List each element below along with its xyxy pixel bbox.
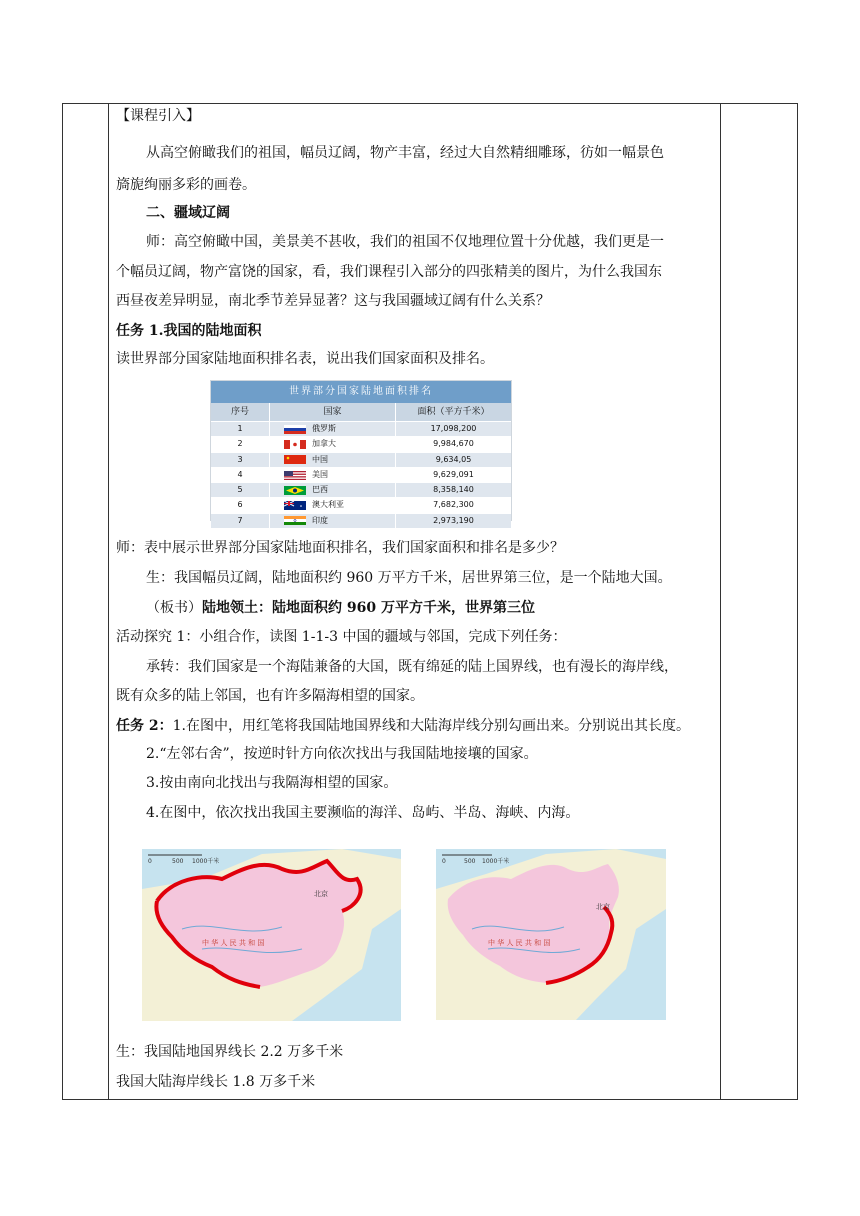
rank-cell: 6	[237, 500, 243, 510]
country-cell	[269, 468, 395, 482]
china-flag-icon	[284, 455, 306, 464]
teacher-line-2: 个幅员辽阔，物产富饶的国家，看，我们课程引入部分的四张精美的图片，为什么我国东	[116, 264, 662, 280]
table-row	[211, 482, 511, 497]
board-text: 陆地领土：陆地面积约 960 万平方千米，世界第三位	[202, 600, 535, 616]
board-note	[146, 599, 535, 617]
country-cell	[269, 514, 395, 528]
country-label: 中 华 人 民 共 和 国	[202, 939, 265, 947]
country-cell	[269, 422, 395, 436]
rank-cell: 3	[237, 454, 243, 464]
capital-label: 北京	[314, 890, 328, 898]
table-row	[211, 467, 511, 482]
scale-mid: 500	[172, 858, 184, 865]
country-name: 加拿大	[312, 439, 336, 449]
area-cell: 17,098,200	[395, 422, 511, 436]
coastline-map	[436, 849, 666, 1020]
area-cell: 2,973,190	[395, 514, 511, 528]
country-name: 美国	[312, 469, 328, 479]
table-row	[211, 421, 511, 436]
table-row	[211, 436, 511, 451]
scale-zero: 0	[148, 858, 152, 865]
task2-item-1	[116, 717, 690, 735]
task2-label: 任务 2：	[116, 718, 173, 734]
coastline-map-svg	[436, 849, 666, 1020]
student-answer: 生：我国幅员辽阔，陆地面积约 960 万平方千米，居世界第三位，是一个陆地大国。	[146, 570, 672, 586]
task1-text: 读世界部分国家陆地面积排名表，说出我们国家面积及排名。	[116, 351, 494, 367]
teacher-question: 师：表中展示世界部分国家陆地面积排名，我们国家面积和排名是多少？	[116, 540, 564, 556]
country-name: 巴西	[312, 485, 328, 495]
country-cell	[269, 437, 395, 451]
area-cell: 8,358,140	[395, 483, 511, 497]
header-area: 面积（平方千米）	[395, 403, 511, 421]
transition-line-2: 既有众多的陆上邻国，也有许多隔海相望的国家。	[116, 688, 424, 704]
rank-cell: 1	[237, 424, 243, 433]
intro-line-2: 旖旎绚丽多彩的画卷。	[116, 177, 256, 193]
column-divider-left	[108, 103, 109, 1100]
scale-mid-2: 500	[464, 858, 476, 865]
rank-cell: 4	[237, 469, 243, 479]
table-row	[211, 452, 511, 467]
india-flag-icon	[284, 516, 306, 525]
teacher-line-1: 师：高空俯瞰中国，美景美不甚收，我们的祖国不仅地理位置十分优越，我们更是一	[146, 234, 664, 250]
australia-flag-icon	[284, 501, 306, 510]
area-cell: 9,629,091	[395, 468, 511, 482]
country-name: 俄罗斯	[312, 424, 336, 433]
country-name: 中国	[312, 454, 328, 464]
transition-line-1: 承转：我们国家是一个海陆兼备的大国，既有绵延的陆上国界线，也有漫长的海岸线，	[146, 659, 678, 675]
rank-cell: 2	[237, 439, 243, 449]
country-cell	[269, 453, 395, 467]
country-label-2: 中 华 人 民 共 和 国	[488, 939, 551, 947]
country-name: 印度	[312, 515, 328, 525]
scale-zero-2: 0	[442, 858, 446, 865]
rank-cell: 5	[237, 485, 243, 495]
area-cell: 9,634,05	[395, 453, 511, 467]
header-rank: 序号	[230, 407, 249, 417]
canada-flag-icon	[284, 440, 306, 449]
area-ranking-table	[210, 380, 512, 525]
student-border-length: 生：我国陆地国界线长 2.2 万多千米	[116, 1044, 344, 1060]
student-coast-length: 我国大陆海岸线长 1.8 万多千米	[116, 1074, 316, 1090]
task2-item-3: 3.按由南向北找出与我隔海相望的国家。	[146, 775, 398, 791]
scale-label: 1000千米	[192, 858, 220, 865]
border-map-svg	[142, 849, 401, 1021]
capital-label-2: 北京	[596, 903, 610, 911]
header-country: 国家	[269, 403, 395, 421]
table-header	[211, 403, 511, 421]
scale-label-2: 1000千米	[482, 858, 510, 865]
country-cell	[269, 498, 395, 512]
area-cell: 9,984,670	[395, 437, 511, 451]
intro-heading: 【课程引入】	[116, 108, 200, 124]
area-cell: 7,682,300	[395, 498, 511, 512]
teacher-line-3: 西昼夜差异明显，南北季节差异显著？这与我国疆域辽阔有什么关系？	[116, 293, 550, 309]
task2-item-2: 2.“左邻右舍”，按逆时针方向依次找出与我国陆地接壤的国家。	[146, 746, 538, 762]
task1-heading: 任务 1.我国的陆地面积	[116, 323, 262, 339]
table-title: 世界部分国家陆地面积排名	[211, 381, 511, 403]
table-row	[211, 513, 511, 528]
rank-cell: 7	[237, 515, 243, 525]
table-row	[211, 497, 511, 512]
brazil-flag-icon	[284, 486, 306, 495]
border-map	[142, 849, 401, 1021]
task2-item-1-text: 1.在图中，用红笔将我国陆地国界线和大陆海岸线分别勾画出来。分别说出其长度。	[172, 718, 690, 734]
usa-flag-icon	[284, 471, 306, 480]
table-body	[211, 421, 511, 528]
country-name: 澳大利亚	[312, 500, 344, 510]
section-heading: 二、疆域辽阔	[146, 205, 230, 221]
column-divider-right	[720, 103, 721, 1100]
russia-flag-icon	[284, 425, 306, 434]
intro-line-1: 从高空俯瞰我们的祖国，幅员辽阔，物产丰富，经过大自然精细雕琢，彷如一幅景色	[146, 145, 664, 161]
task2-item-4: 4.在图中，依次找出我国主要濒临的海洋、岛屿、半岛、海峡、内海。	[146, 805, 580, 821]
board-prefix: （板书）	[146, 600, 202, 616]
activity-text: 活动探究 1：小组合作，读图 1-1-3 中国的疆域与邻国，完成下列任务：	[116, 629, 567, 645]
country-cell	[269, 483, 395, 497]
